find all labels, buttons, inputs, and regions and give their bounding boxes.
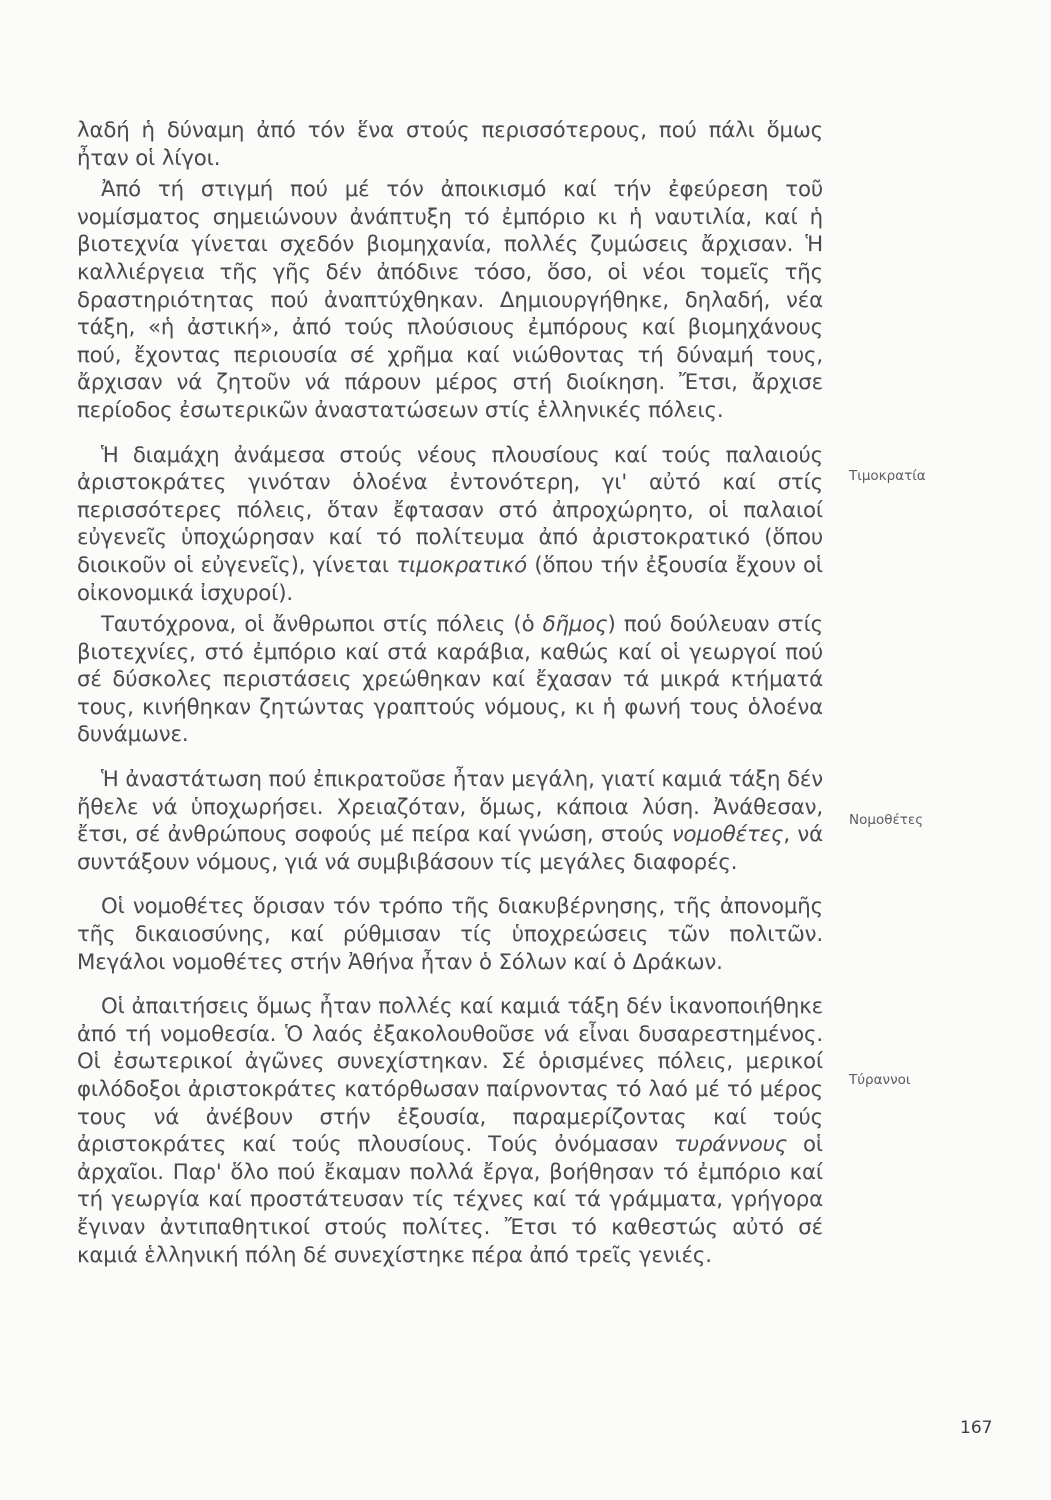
paragraph-lawgivers: Ἡ ἀναστάτωση πού ἐπικρατοῦσε ἦταν μεγάλη, γιατί καμιά τάξη δέν ἤθελε νά ὑποχωρήσει. Χρειαζόταν, ὅμως, κάποια λύση. Ἀνάθεσαν, ἔτσι, σέ ἀνθρώπους σοφούς μέ πείρα καί γνώση, στούς νομοθέτες, νά συντάξουν νόμους, γιά νά συμβιβάσουν τίς μεγάλες διαφορές. [77, 767, 824, 875]
paragraph-timocracy: Ἡ διαμάχη ἀνάμεσα στούς νέους πλουσίους καί τούς παλαιούς ἀριστοκράτες γινόταν ὁλοένα ἐντονότερη, γι' αὐτό καί στίς περισσότερες πόλεις, ὅταν ἔφτασαν στό ἀπροχώρητο, οἱ παλαιοί εὐγενεῖς ὑποχώρησαν καί τό πολίτευμα ἀπό ἀριστοκρατικό (ὅπου διοικοῦν οἱ εὐγενεῖς), γίνεται τιμοκρατικό (ὅπου τήν ἐξουσία ἔχουν οἱ οἰκονομικά ἰσχυροί). [77, 442, 823, 606]
page-number: 167 [960, 1418, 993, 1438]
margin-note-tyrants: Τύραννοι [849, 1072, 911, 1088]
paragraph-demos: Ταυτόχρονα, οἱ ἄνθρωποι στίς πόλεις (ὁ δῆμος) πού δούλευαν στίς βιοτεχνίες, στό ἐμπόριο καί στά καράβια, καθώς καί οἱ γεωργοί πού σέ δύσκολες περιστάσεις χρεώθηκαν καί ἔχασαν τά μικρά κτήματά τους, κινήθηκαν ζητώντας γραπτούς νόμους, κι ἡ φωνή τους ὁλοένα δυνάμωνε. [77, 612, 823, 748]
italic-term: τυράννους [674, 1132, 788, 1158]
margin-note-lawgivers: Νομοθέτες [849, 812, 924, 828]
italic-term: τιμοκρατικό [396, 552, 527, 578]
italic-term: νομοθέτες [671, 822, 784, 848]
main-text [77, 117, 823, 1269]
paragraph-tyrants: Οἱ ἀπαιτήσεις ὅμως ἦταν πολλές καί καμιά τάξη δέν ἱκανοποιήθηκε ἀπό τή νομοθεσία. Ὁ λαός ἐξακολουθοῦσε νά εἶναι δυσαρεστημένος. Οἱ ἐσωτερικοί ἀγῶνες συνεχίστηκαν. Σέ ὁρισμένες πόλεις, μερικοί φιλόδοξοι ἀριστοκράτες κατόρθωσαν παίρνοντας τό λαό μέ τό μέρος τους νά ἀνέβουν στήν ἐξουσία, παραμερίζοντας καί τούς ἀριστοκράτες καί τούς πλουσίους. Τούς ὀνόμασαν τυράννους οἱ ἀρχαῖοι. Παρ' ὅλο πού ἔκαμαν πολλά ἔργα, βοήθησαν τό ἐμπόριο καί τή γεωργία καί προστάτευσαν τίς τέχνες καί τά γράμματα, γρήγορα ἔγιναν ἀντιπαθητικοί στούς πολίτες. Ἔτσι τό καθεστώς αὐτό σέ καμιά ἑλληνική πόλη δέ συνεχίστηκε πέρα ἀπό τρεῖς γενιές. [77, 994, 823, 1268]
paragraph-continuation: λαδή ἡ δύναμη ἀπό τόν ἕνα στούς περισσότερους, πού πάλι ὅμως ἦταν οἱ λίγοι. [77, 118, 823, 171]
paragraph-solon-draco: Οἱ νομοθέτες ὅρισαν τόν τρόπο τῆς διακυβέρνησης, τῆς ἀπονομῆς τῆς δικαιοσύνης, καί ρύθμισαν τίς ὑποχρεώσεις τῶν πολιτῶν. Μεγάλοι νομοθέτες στήν Ἀθήνα ἦταν ὁ Σόλων καί ὁ Δράκων. [77, 894, 823, 975]
italic-term: δῆμος [542, 612, 608, 638]
paragraph-colonization: Ἀπό τή στιγμή πού μέ τόν ἀποικισμό καί τήν ἐφεύρεση τοῦ νομίσματος σημειώνουν ἀνάπτυξη τό ἐμπόριο κι ἡ ναυτιλία, καί ἡ βιοτεχνία γίνεται σχεδόν βιομηχανία, πολλές ζυμώσεις ἄρχισαν. Ἡ καλλιέργεια τῆς γῆς δέν ἀπόδινε τόσο, ὅσο, οἱ νέοι τομεῖς τῆς δραστηριότητας πού ἀναπτύχθηκαν. Δημιουργήθηκε, δηλαδή, νέα τάξη, «ἡ ἀστική», ἀπό τούς πλούσιους ἐμπόρους καί βιομηχάνους πού, ἔχοντας περιουσία σέ χρῆμα καί νιώθοντας τή δύναμή τους, ἄρχισαν νά ζητοῦν νά πάρουν μέρος στή διοίκηση. Ἔτσι, ἄρχισε περίοδος ἐσωτερικῶν ἀναστατώσεων στίς ἑλληνικές πόλεις. [77, 177, 823, 423]
margin-note-timocracy: Τιμοκρατία [849, 468, 926, 484]
